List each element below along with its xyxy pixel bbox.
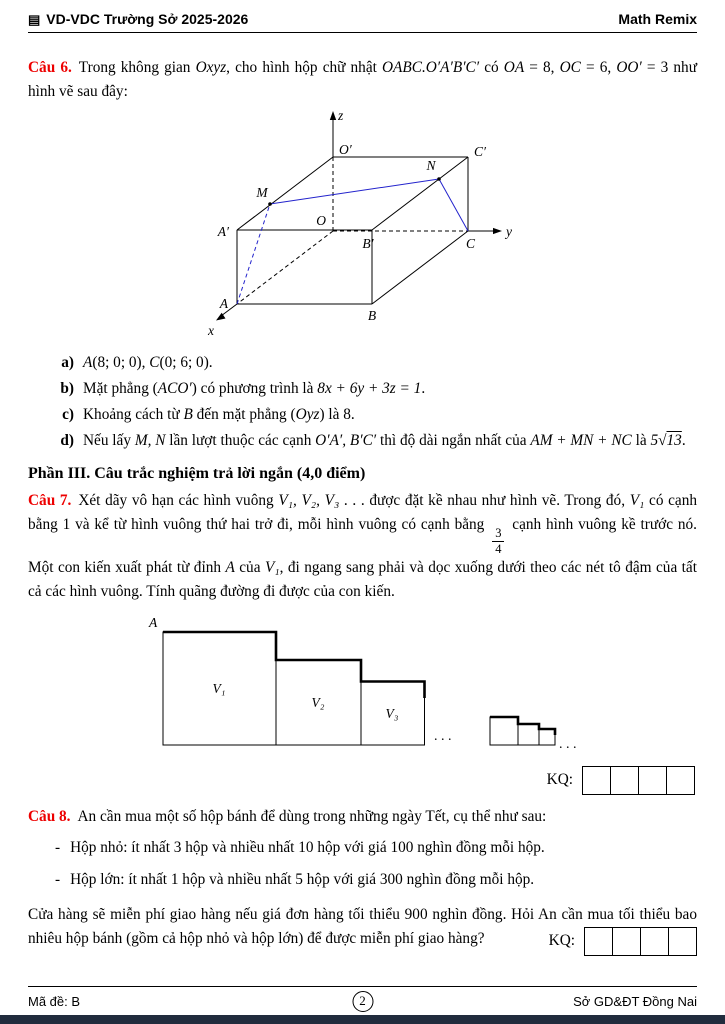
question-7 [28, 489, 697, 603]
square-small-3 [539, 729, 555, 745]
ellipsis-2: . . . [559, 736, 577, 752]
item-b-marker: b) [60, 380, 74, 398]
page-footer [28, 991, 697, 1011]
label-V3: V₃ [385, 705, 399, 721]
label-y: y [506, 224, 512, 240]
edge-Bprime-Cprime [372, 157, 468, 230]
x-axis-hidden [237, 231, 333, 304]
bottom-color-bar [0, 1015, 725, 1024]
document-icon: ▤ [28, 11, 41, 27]
edge-B-C [372, 231, 468, 304]
item-a [56, 351, 697, 375]
bold-path-main [163, 632, 425, 698]
label-N: N [426, 158, 436, 174]
answer-cell [582, 766, 611, 795]
header-divider [28, 32, 697, 33]
question-7-answer-row [28, 766, 695, 795]
bullet-text: Hộp nhỏ: ít nhất 3 hộp và nhiều nhất 10 hộp với giá 100 nghìn đồng mỗi hộp. [70, 839, 545, 857]
label-Cprime: C′ [474, 144, 486, 160]
item-d-text: Nếu lấy M, N lần lượt thuộc các cạnh O′A′, B′C′ thì độ dài ngắn nhất của AM + MN + NC là 5√13. [83, 431, 686, 449]
page-number: 2 [352, 991, 373, 1012]
label-Oprime: O′ [339, 142, 352, 158]
answer-cell [666, 766, 695, 795]
exam-code: Mã đề: B [28, 993, 81, 1009]
label-Bprime: B′ [362, 236, 374, 252]
label-V2: V₂ [311, 694, 325, 710]
answer-cell [640, 927, 669, 956]
label-B: B [367, 308, 377, 324]
figure-box-3d-wrap [28, 107, 697, 343]
question-8-bullets [55, 837, 697, 892]
page-content [28, 40, 697, 951]
question-7-text: Xét dãy vô hạn các hình vuông V₁, V₂, V₃ . . . được đặt kề nhau như hình vẽ. Trong đó, V₁ có cạnh bằng 1 và kể từ hình vuông thứ hai trở đi, mỗi hình vuông có cạnh bằng $\frac{3}{4}$ cạnh hình vuông kề trước nó. Một con kiến xuất phát từ đỉnh A của V₁, đi ngang sang phải và dọc xuống dưới theo các nét tô đậm của tất cả các hình vuông. Tính quãng đường đi được của con kiến. [28, 492, 698, 600]
bullet-small-boxes [55, 837, 697, 860]
question-6-items [56, 351, 697, 452]
label-V1: V₁ [212, 680, 226, 696]
segment-N-C [439, 179, 468, 231]
segment-M-N [270, 179, 439, 204]
header-left [28, 11, 248, 27]
kq-label: KQ: [548, 932, 575, 950]
item-b [56, 377, 697, 401]
answer-cell [612, 927, 641, 956]
label-A: A [219, 296, 228, 312]
question-8-answer-row [549, 927, 697, 956]
figure-squares-wrap [28, 612, 697, 754]
label-Aprime: A′ [217, 224, 229, 240]
figure2-labels [148, 615, 577, 752]
y-arrowhead [493, 228, 502, 234]
kq-label: KQ: [546, 771, 573, 789]
answer-cell [668, 927, 697, 956]
point-N-dot [437, 178, 441, 182]
item-c-marker: c) [62, 405, 74, 423]
item-a-marker: a) [61, 354, 74, 372]
footer-department: Sở GD&ĐT Đồng Nai [573, 993, 697, 1009]
header-brand: Math Remix [618, 11, 697, 27]
bullet-large-boxes [55, 869, 697, 892]
question-7-label: Câu 7. [28, 492, 72, 510]
answer-boxes [582, 766, 695, 795]
square-small-2 [518, 724, 539, 745]
z-arrowhead [330, 111, 336, 120]
figure-box-3d [165, 107, 565, 343]
answer-cell [610, 766, 639, 795]
bullet-dash: - [55, 871, 61, 889]
question-8 [28, 805, 697, 829]
question-8-outro-text: Cửa hàng sẽ miễn phí giao hàng nếu giá đơn hàng tối thiểu 900 nghìn đồng. Hỏi An cần mua tối thiểu bao nhiêu hộp bánh (gồm cả hộp nhỏ và hộp lớn) để được miễn phí giao hàng? [28, 906, 697, 947]
point-M-dot [268, 203, 272, 207]
question-6 [28, 56, 697, 103]
figure-squares [140, 612, 620, 754]
header-title: VD-VDC Trường Sở 2025-2026 [46, 11, 249, 27]
question-8-label: Câu 8. [28, 807, 71, 825]
answer-cell [638, 766, 667, 795]
square-small-1 [490, 717, 518, 745]
item-d [56, 429, 697, 453]
item-a-text: A(8; 0; 0), C(0; 6; 0). [83, 354, 213, 372]
bold-path-small [490, 717, 555, 735]
label-C: C [466, 236, 476, 252]
label-O: O [316, 213, 326, 229]
bullet-dash: - [55, 839, 61, 857]
part-3-heading: Phần III. Câu trắc nghiệm trả lời ngắn (4,0 điểm) [28, 465, 366, 483]
item-b-text: Mặt phẳng (ACO′) có phương trình là 8x + 6y + 3z = 1. [83, 380, 426, 398]
answer-cell [584, 927, 613, 956]
label-z: z [338, 108, 344, 124]
label-x: x [208, 323, 214, 339]
label-corner-A: A [149, 614, 158, 630]
item-d-marker: d) [60, 431, 74, 449]
question-6-text: Trong không gian Oxyz, cho hình hộp chữ nhật OABC.O′A′B′C′ có OA = 8, OC = 6, OO′ = 3 như hình vẽ sau đây: [28, 59, 697, 100]
ant-path-lines [237, 178, 468, 305]
segment-A-M [237, 204, 270, 304]
label-M: M [256, 185, 268, 201]
bullet-text: Hộp lớn: ít nhất 1 hộp và nhiều nhất 5 hộp với giá 300 nghìn đồng mỗi hộp. [70, 871, 535, 889]
item-c [56, 403, 697, 427]
question-8-outro [28, 903, 697, 950]
footer-divider [28, 986, 697, 987]
question-8-text: An cần mua một số hộp bánh để dùng trong những ngày Tết, cụ thể như sau: [77, 807, 547, 825]
item-c-text: Khoảng cách từ B đến mặt phẳng (Oyz) là 8. [83, 405, 355, 423]
answer-boxes [584, 927, 697, 956]
ellipsis-1: . . . [434, 728, 452, 744]
question-6-label: Câu 6. [28, 59, 72, 76]
page-header [28, 9, 697, 29]
